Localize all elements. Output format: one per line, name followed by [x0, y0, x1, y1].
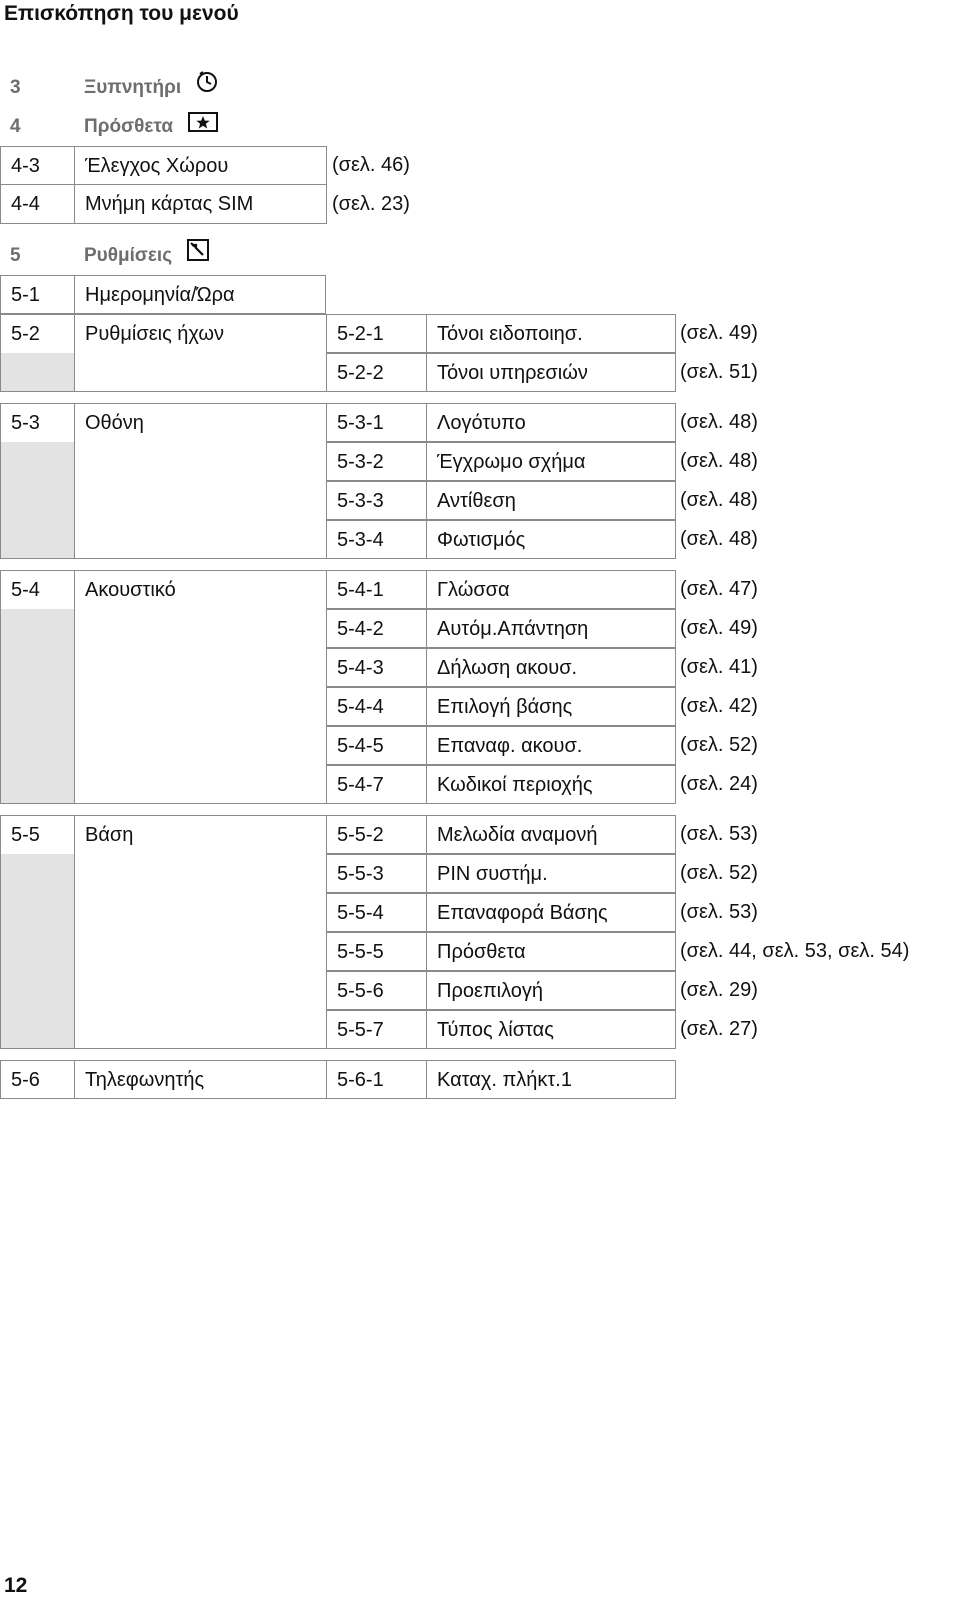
row-page: (σελ. 53)	[680, 823, 758, 845]
page-number: 12	[4, 1574, 28, 1597]
row-page: (σελ. 29)	[680, 979, 758, 1001]
row-subname: Καταχ. πλήκτ.1	[426, 1060, 676, 1099]
row-subname: Τόνοι ειδοποιησ.	[426, 314, 676, 353]
table-row	[0, 185, 410, 224]
row-code	[0, 932, 74, 971]
section-header-alarm	[0, 68, 260, 107]
row-subname: Έγχρωμο σχήμα	[426, 442, 676, 481]
row-code	[0, 353, 74, 392]
row-name	[74, 353, 326, 392]
row-subname: Αντίθεση	[426, 481, 676, 520]
table-row	[0, 932, 960, 971]
row-code	[0, 520, 74, 559]
row-code	[0, 765, 74, 804]
section-header-extras	[0, 107, 260, 146]
row-name	[74, 765, 326, 804]
star-icon	[188, 107, 218, 146]
row-subname: Κωδικοί περιοχής	[426, 765, 676, 804]
row-subcode: 5-5-5	[326, 932, 426, 971]
row-subname: PIN συστήμ.	[426, 854, 676, 893]
row-subname: Αυτόμ.Απάντηση	[426, 609, 676, 648]
row-code: 5-5	[0, 815, 74, 854]
row-code: 4-4	[0, 185, 74, 224]
row-name	[74, 687, 326, 726]
row-name	[74, 481, 326, 520]
row-code	[0, 1010, 74, 1049]
row-name	[74, 648, 326, 687]
row-page: (σελ. 53)	[680, 901, 758, 923]
row-subcode: 5-2-1	[326, 314, 426, 353]
row-subname: Επιλογή βάσης	[426, 687, 676, 726]
section-label: Ξυπνητήρι	[84, 77, 182, 98]
row-name: Μνήμη κάρτας SIM	[74, 185, 326, 224]
table-row	[0, 1010, 960, 1049]
row-subcode: 5-4-7	[326, 765, 426, 804]
row-page: (σελ. 48)	[680, 489, 758, 511]
table-row	[0, 353, 960, 392]
table-row	[0, 765, 960, 804]
row-subcode: 5-4-4	[326, 687, 426, 726]
row-code: 5-3	[0, 403, 74, 442]
table-row	[0, 403, 960, 442]
row-code	[0, 971, 74, 1010]
section-header-settings	[0, 236, 260, 275]
section-label: Πρόσθετα	[84, 116, 173, 137]
row-code	[0, 481, 74, 520]
table-row	[0, 815, 960, 854]
row-page-text: (σελ. 46)	[332, 154, 410, 176]
row-code: 5-6	[0, 1060, 74, 1099]
cell-divider	[326, 185, 327, 224]
row-code	[0, 893, 74, 932]
wrench-icon	[187, 236, 209, 275]
table-row	[0, 687, 960, 726]
row-code	[0, 442, 74, 481]
section-number: 5	[10, 245, 21, 266]
row-name	[74, 971, 326, 1010]
row-subcode: 5-4-1	[326, 570, 426, 609]
row-code	[0, 726, 74, 765]
table-row	[0, 570, 960, 609]
table-row	[0, 971, 960, 1010]
row-subcode: 5-4-3	[326, 648, 426, 687]
row-subcode: 5-4-5	[326, 726, 426, 765]
table-row	[0, 442, 960, 481]
row-subname: Μελωδία αναμονή	[426, 815, 676, 854]
row-page: (σελ. 49)	[680, 617, 758, 639]
row-page: (σελ. 47)	[680, 578, 758, 600]
row-subcode: 5-5-6	[326, 971, 426, 1010]
row-name	[74, 520, 326, 559]
row-subname: Δήλωση ακουσ.	[426, 648, 676, 687]
row-name: Ρυθμίσεις ήχων	[74, 314, 326, 353]
section-label-cell	[74, 236, 274, 275]
row-subname: Επαναφορά Βάσης	[426, 893, 676, 932]
table-row	[0, 609, 960, 648]
row-subcode: 5-5-2	[326, 815, 426, 854]
row-page: (σελ. 24)	[680, 773, 758, 795]
row-code	[0, 687, 74, 726]
row-name: Ακουστικό	[74, 570, 326, 609]
table-row	[0, 275, 960, 314]
table-row	[0, 520, 960, 559]
section-label: Ρυθμίσεις	[84, 245, 173, 266]
row-code	[0, 648, 74, 687]
row-subcode: 5-3-1	[326, 403, 426, 442]
cell-divider	[326, 146, 327, 185]
row-subname: Φωτισμός	[426, 520, 676, 559]
table-row	[0, 854, 960, 893]
row-page: (σελ. 44, σελ. 53, σελ. 54)	[680, 940, 910, 962]
row-subcode: 5-3-2	[326, 442, 426, 481]
row-code: 5-1	[0, 275, 74, 314]
table-row	[0, 146, 410, 185]
row-subname: Λογότυπο	[426, 403, 676, 442]
row-page: (σελ. 52)	[680, 734, 758, 756]
row-page: (σελ. 48)	[680, 528, 758, 550]
row-subcode: 5-6-1	[326, 1060, 426, 1099]
row-name: Τηλεφωνητής	[74, 1060, 326, 1099]
row-subcode: 5-3-3	[326, 481, 426, 520]
row-code: 4-3	[0, 146, 74, 185]
row-code	[0, 854, 74, 893]
row-subcode: 5-3-4	[326, 520, 426, 559]
section-label-cell	[74, 107, 274, 146]
row-code: 5-4	[0, 570, 74, 609]
alarm-clock-icon	[196, 68, 218, 107]
row-subcode: 5-5-7	[326, 1010, 426, 1049]
row-name	[74, 609, 326, 648]
row-name: Οθόνη	[74, 403, 326, 442]
row-name	[74, 893, 326, 932]
table-row	[0, 893, 960, 932]
row-subname: Τύπος λίστας	[426, 1010, 676, 1049]
row-name	[74, 726, 326, 765]
row-subname: Προεπιλογή	[426, 971, 676, 1010]
row-code: 5-2	[0, 314, 74, 353]
row-subcode: 5-4-2	[326, 609, 426, 648]
table-row	[0, 481, 960, 520]
row-page: (σελ. 52)	[680, 862, 758, 884]
table-row	[0, 648, 960, 687]
row-code	[0, 609, 74, 648]
row-subname: Πρόσθετα	[426, 932, 676, 971]
row-page: (σελ. 48)	[680, 411, 758, 433]
section-label-cell	[74, 68, 274, 107]
row-name	[74, 1010, 326, 1049]
row-subname: Γλώσσα	[426, 570, 676, 609]
page-title: Επισκόπηση του μενού	[4, 2, 239, 25]
section-number: 4	[10, 116, 21, 137]
row-page: (σελ. 42)	[680, 695, 758, 717]
table-row	[0, 314, 960, 353]
row-page: (σελ. 51)	[680, 361, 758, 383]
row-name: Ημερομηνία/Ώρα	[74, 275, 326, 314]
section-number: 3	[10, 77, 21, 98]
row-page: (σελ. 41)	[680, 656, 758, 678]
row-page: (σελ. 49)	[680, 322, 758, 344]
row-name: Βάση	[74, 815, 326, 854]
table-row	[0, 726, 960, 765]
row-subname: Τόνοι υπηρεσιών	[426, 353, 676, 392]
row-name	[74, 932, 326, 971]
row-page: (σελ. 48)	[680, 450, 758, 472]
row-name	[74, 854, 326, 893]
table-row	[0, 1060, 960, 1099]
row-page: (σελ. 27)	[680, 1018, 758, 1040]
row-name: Έλεγχος Χώρου	[74, 146, 326, 185]
row-name	[74, 442, 326, 481]
row-page-text: (σελ. 23)	[332, 193, 410, 215]
row-subcode: 5-2-2	[326, 353, 426, 392]
row-subcode: 5-5-4	[326, 893, 426, 932]
row-subname: Επαναφ. ακουσ.	[426, 726, 676, 765]
row-subcode: 5-5-3	[326, 854, 426, 893]
